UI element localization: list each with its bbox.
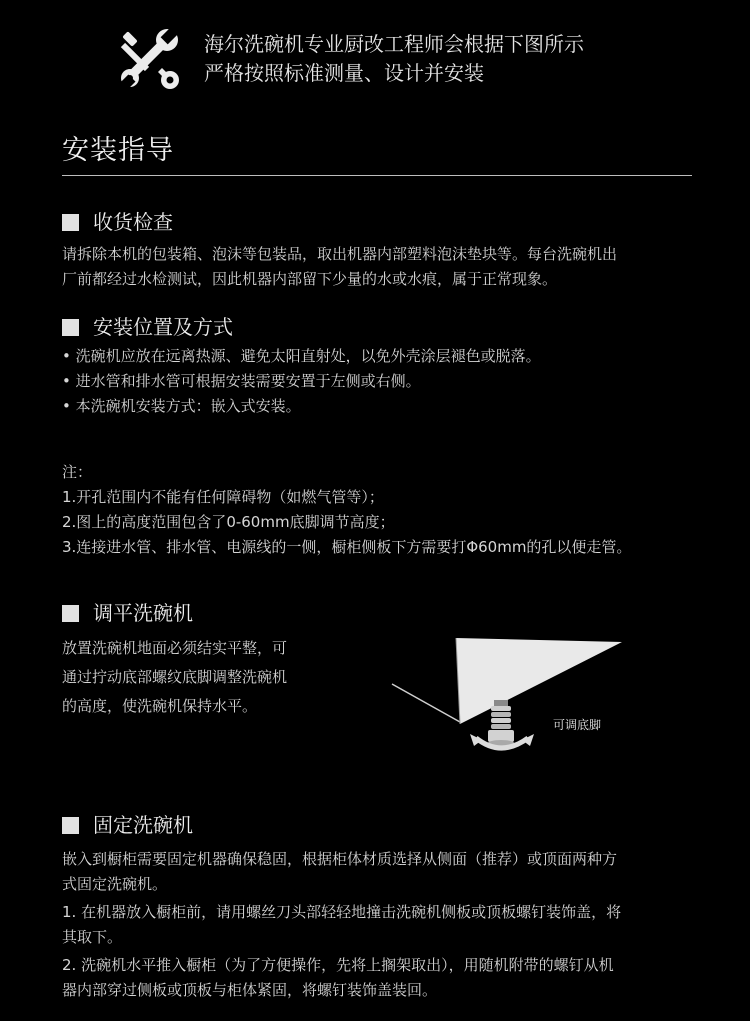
- fixing-paragraph: [62, 847, 621, 1003]
- paragraph-line: 式固定洗碗机。: [62, 875, 168, 893]
- paragraph-line: 嵌入到橱柜需要固定机器确保稳固，根据柜体材质选择从侧面（推荐）或顶面两种方: [62, 850, 618, 868]
- paragraph-line: 请拆除本机的包装箱、泡沫等包装品，取出机器内部塑料泡沫垫块等。每台洗碗机出: [62, 245, 618, 263]
- notes-block: [62, 460, 631, 560]
- bullet-item: • 进水管和排水管可根据安装需要安置于左侧或右侧。: [62, 372, 421, 390]
- step-line: 2. 洗碗机水平推入橱柜（为了方便操作，先将上搁架取出），用随机附带的螺钉从机: [62, 956, 614, 974]
- square-bullet-icon: [62, 817, 79, 834]
- bullet-item: • 本洗碗机安装方式：嵌入式安装。: [62, 397, 301, 415]
- section-title-receipt: [62, 206, 173, 235]
- section-title-text: 固定洗碗机: [93, 813, 193, 837]
- receipt-paragraph: [62, 242, 617, 292]
- section-title-fixing: [62, 809, 193, 838]
- section-title-leveling: [62, 597, 193, 626]
- page-title: 安装指导: [62, 135, 174, 166]
- header-banner: [118, 22, 738, 92]
- section-title-position: [62, 311, 233, 340]
- adjustable-foot-label: 可调底脚: [553, 718, 602, 732]
- leveling-paragraph: [62, 634, 287, 721]
- square-bullet-icon: [62, 319, 79, 336]
- note-line: 2.图上的高度范围包含了0-60mm底脚调节高度；: [62, 513, 395, 531]
- section-title-text: 调平洗碗机: [93, 601, 193, 625]
- step-line: 1. 在机器放入橱柜前，请用螺丝刀头部轻轻地撞击洗碗机侧板或顶板螺钉装饰盖，将: [62, 903, 622, 921]
- header-line-1: 海尔洗碗机专业厨改工程师会根据下图所示: [204, 32, 584, 56]
- section-title-text: 安装位置及方式: [93, 315, 233, 339]
- step-line: 其取下。: [62, 928, 123, 946]
- paragraph-line: 通过拧动底部螺纹底脚调整洗碗机: [62, 668, 288, 686]
- bullet-item: • 洗碗机应放在远离热源、避免太阳直射处，以免外壳涂层褪色或脱落。: [62, 347, 541, 365]
- header-line-2: 严格按照标准测量、设计并安装: [204, 61, 484, 85]
- position-bullets: [62, 344, 541, 419]
- tools-icon: [118, 28, 184, 90]
- square-bullet-icon: [62, 214, 79, 231]
- adjustable-foot-diagram: [390, 630, 640, 770]
- paragraph-line: 厂前都经过水检测试，因此机器内部留下少量的水或水痕，属于正常现象。: [62, 270, 558, 288]
- note-line: 注：: [62, 463, 93, 481]
- square-bullet-icon: [62, 605, 79, 622]
- note-line: 1.开孔范围内不能有任何障碍物（如燃气管等）；: [62, 488, 384, 506]
- paragraph-line: 的高度，使洗碗机保持水平。: [62, 697, 258, 715]
- title-divider: [62, 175, 692, 176]
- paragraph-line: 放置洗碗机地面必须结实平整，可: [62, 639, 288, 657]
- step-line: 器内部穿过侧板或顶板与柜体紧固，将螺钉装饰盖装回。: [62, 981, 438, 999]
- note-line: 3.连接进水管、排水管、电源线的一侧，橱柜侧板下方需要打Φ60mm的孔以便走管。: [62, 538, 632, 556]
- section-title-text: 收货检查: [93, 210, 173, 234]
